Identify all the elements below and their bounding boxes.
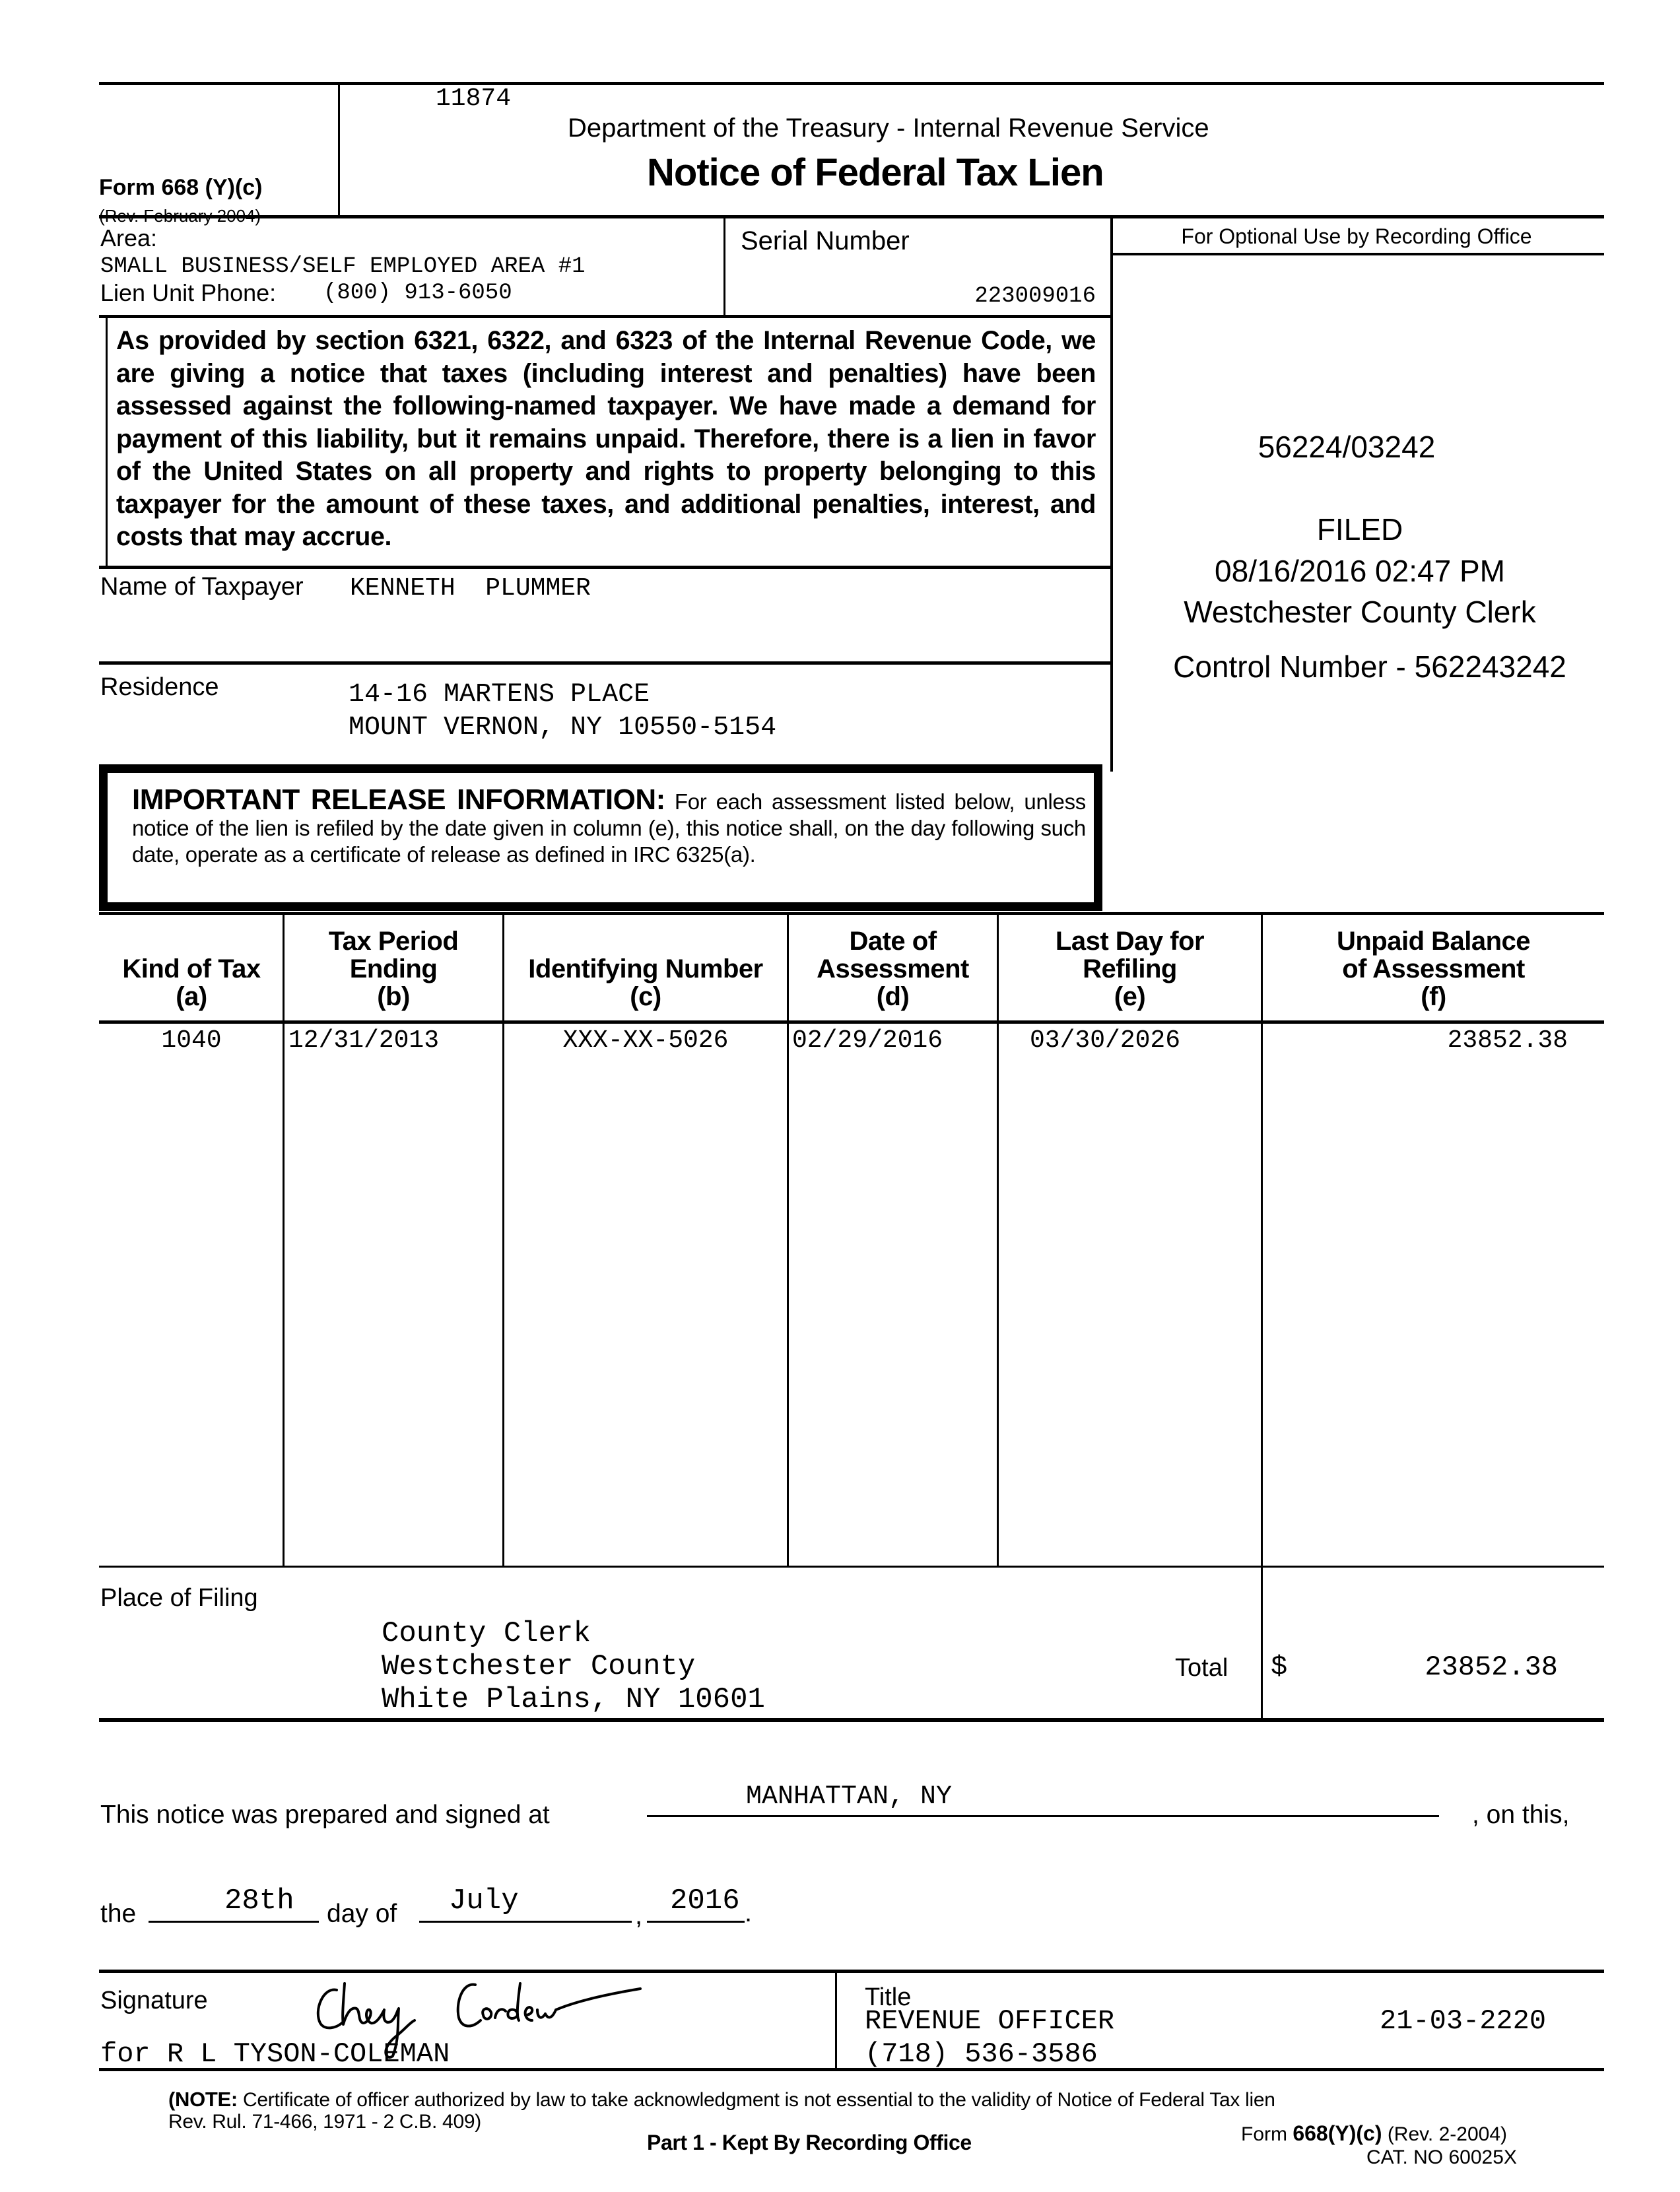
lien-phone-value: (800) 913-6050: [323, 281, 512, 306]
taxpayer-bottom-rule: [99, 661, 1112, 665]
col-header-line2: Ending: [349, 954, 438, 983]
prepared-at-label: This notice was prepared and signed at: [100, 1801, 550, 1829]
total-amount: 23852.38: [1425, 1651, 1558, 1683]
form-revision: (Rev. February 2004): [99, 206, 261, 226]
col-header-letter: (c): [630, 982, 661, 1011]
table-top-rule: [99, 912, 1604, 915]
signed-day: 28th: [224, 1884, 294, 1917]
officer-id: 21-03-2220: [1380, 2005, 1547, 2037]
lien-phone-label: Lien Unit Phone:: [100, 279, 277, 306]
taxpayer-name: KENNETH PLUMMER: [350, 574, 591, 603]
signed-year: 2016: [670, 1884, 740, 1917]
col-divider-e: [997, 913, 999, 1567]
signature-stroke-last: [458, 1983, 640, 2026]
department-line: Department of the Treasury - Internal Revenue Service: [568, 114, 1209, 143]
residence-line-2: MOUNT VERNON, NY 10550-5154: [349, 713, 777, 743]
col-header-line1: [504, 927, 787, 955]
header-divider: [338, 82, 340, 217]
recording-clerk: Westchester County Clerk: [1184, 595, 1536, 629]
footer-note-reference: Rev. Rul. 71-466, 1971 - 2 C.B. 409): [168, 2111, 481, 2133]
cell-last-day-for-refiling: 03/30/2026: [1030, 1026, 1181, 1055]
col-header-date-of-assessment: [789, 927, 997, 1011]
prepared-at-underline: [647, 1815, 1439, 1817]
release-info-text: [132, 783, 1086, 868]
total-label: Total: [1175, 1654, 1228, 1682]
col-header-letter: (e): [1114, 982, 1146, 1011]
cell-unpaid-balance: 23852.38: [1447, 1026, 1568, 1055]
cell-tax-period-ending: 12/31/2013: [288, 1026, 440, 1055]
col-header-line1: Unpaid Balance: [1336, 927, 1531, 956]
place-of-filing-line-2: Westchester County: [382, 1650, 696, 1683]
legal-box-left: [106, 315, 108, 566]
col-header-last-day-for-refiling: [999, 927, 1261, 1011]
release-info-heading: IMPORTANT RELEASE INFORMATION:: [132, 783, 665, 816]
col-header-letter: (d): [876, 982, 910, 1011]
footer-note-label: (NOTE:: [168, 2088, 238, 2111]
signed-month: July: [449, 1884, 519, 1917]
place-of-filing-line-3: White Plains, NY 10601: [382, 1683, 765, 1716]
signature-label: Signature: [100, 1987, 208, 2014]
signer-for-name: for R L TYSON-COLEMAN: [100, 2038, 450, 2070]
footer-catalog-number: CAT. NO 60025X: [1366, 2146, 1517, 2168]
area-value: SMALL BUSINESS/SELF EMPLOYED AREA #1: [100, 254, 586, 279]
header-bottom-rule: [99, 215, 1604, 218]
footer-form-rev: (Rev. 2-2004): [1382, 2123, 1508, 2145]
total-currency: $: [1271, 1651, 1288, 1683]
col-header-unpaid-balance: [1263, 927, 1604, 1011]
recording-book-page: 56224/03242: [1258, 430, 1436, 464]
document-number: 11874: [436, 84, 512, 113]
cell-date-of-assessment: 02/29/2016: [792, 1026, 943, 1055]
month-underline: [419, 1921, 632, 1923]
day-of-label: day of: [327, 1900, 397, 1928]
legal-bottom-rule: [99, 566, 1112, 569]
col-header-tax-period-ending: [285, 927, 502, 1011]
table-bottom-rule: [99, 1566, 1604, 1568]
officer-title: REVENUE OFFICER: [865, 2005, 1115, 2037]
residence-label: Residence: [100, 673, 219, 701]
release-info-body: For each assessment listed below, unless notice of the lien is refiled by the date given in column (e), this notice shall, on the day following such date, operate as a certificate of release as defined in IRC 6325(a).: [132, 789, 1086, 867]
day-underline: [149, 1921, 319, 1923]
form-id: Form 668 (Y)(c): [99, 175, 263, 200]
officer-phone: (718) 536-3586: [865, 2038, 1098, 2070]
date-comma: ,: [635, 1901, 643, 1930]
area-serial-divider: [723, 217, 725, 316]
col-header-kind-of-tax: [100, 927, 283, 1011]
place-of-filing-line-1: County Clerk: [382, 1617, 591, 1650]
col-header-identifying-number: [504, 927, 787, 1011]
place-of-filing-label: Place of Filing: [100, 1584, 258, 1612]
col-header-letter: (a): [176, 982, 207, 1011]
on-this-label: , on this,: [1472, 1801, 1570, 1829]
cell-kind-of-tax: 1040: [161, 1026, 222, 1055]
col-header-line2: Identifying Number: [528, 954, 763, 983]
recording-filed-datetime: 08/16/2016 02:47 PM: [1215, 554, 1505, 588]
footer-note: [168, 2088, 1275, 2111]
residence-line-1: 14-16 MARTENS PLACE: [349, 680, 650, 710]
signature-title-divider: [835, 1971, 837, 2070]
col-divider-b: [283, 913, 285, 1567]
col-divider-d: [787, 913, 789, 1567]
footer-form-code: 668(Y)(c): [1293, 2121, 1382, 2145]
footer-form-id: [1241, 2121, 1507, 2146]
page-title: Notice of Federal Tax Lien: [647, 151, 1104, 194]
signature-top-rule: [99, 1970, 1604, 1973]
col-header-line1: Last Day for: [1055, 927, 1205, 956]
recording-office-label: For Optional Use by Recording Office: [1181, 224, 1532, 248]
top-rule: [99, 82, 1604, 85]
col-header-line2: Kind of Tax: [122, 954, 261, 983]
recording-control-number: Control Number - 562243242: [1173, 649, 1566, 684]
table-header-rule: [99, 1020, 1604, 1024]
col-header-line2: of Assessment: [1342, 954, 1525, 983]
col-header-line1: Tax Period: [328, 927, 459, 956]
footer-note-body: Certificate of officer authorized by law to take acknowledgment is not essential to the validity of Notice of Federal Tax lien: [237, 2089, 1275, 2111]
title-label: Title: [865, 1983, 912, 2011]
area-label: Area:: [100, 224, 158, 251]
legal-notice-paragraph: As provided by section 6321, 6322, and 6323 of the Internal Revenue Code, we are giving a notice that taxes (including interest and penalties) have been assessed against the following-named taxpayer. We have made a demand for payment of this liability, but it remains unpaid. Therefore, there is a lien in favor of the United States on all property and rights to property belonging to this taxpayer for the amount of these taxes, and additional penalties, interest, and costs that may accrue.: [116, 326, 1096, 551]
recording-left-border: [1110, 217, 1113, 772]
col-header-letter: (f): [1421, 982, 1446, 1011]
footer-form-prefix: Form: [1241, 2123, 1293, 2145]
recording-filed-stamp: FILED: [1316, 512, 1403, 547]
serial-number-label: Serial Number: [741, 226, 910, 255]
col-header-line2: Assessment: [817, 954, 969, 983]
col-header-letter: (b): [377, 982, 410, 1011]
footer-part-label: Part 1 - Kept By Recording Office: [647, 2131, 972, 2154]
date-period: .: [745, 1898, 753, 1927]
the-label: the: [100, 1900, 137, 1928]
col-divider-c: [502, 913, 504, 1567]
year-underline: [647, 1921, 745, 1923]
serial-number-value: 223009016: [974, 284, 1096, 309]
recording-label-rule: [1110, 253, 1604, 255]
taxpayer-name-label: Name of Taxpayer: [100, 573, 304, 601]
prepared-at-location: MANHATTAN, NY: [746, 1782, 953, 1812]
col-header-line1: [100, 927, 283, 955]
area-bottom-rule: [99, 315, 1112, 318]
col-header-line2: Refiling: [1083, 954, 1177, 983]
cell-identifying-number: XXX-XX-5026: [562, 1026, 729, 1055]
place-of-filing-bottom-rule: [99, 1718, 1604, 1722]
col-header-line1: Date of: [849, 927, 937, 956]
